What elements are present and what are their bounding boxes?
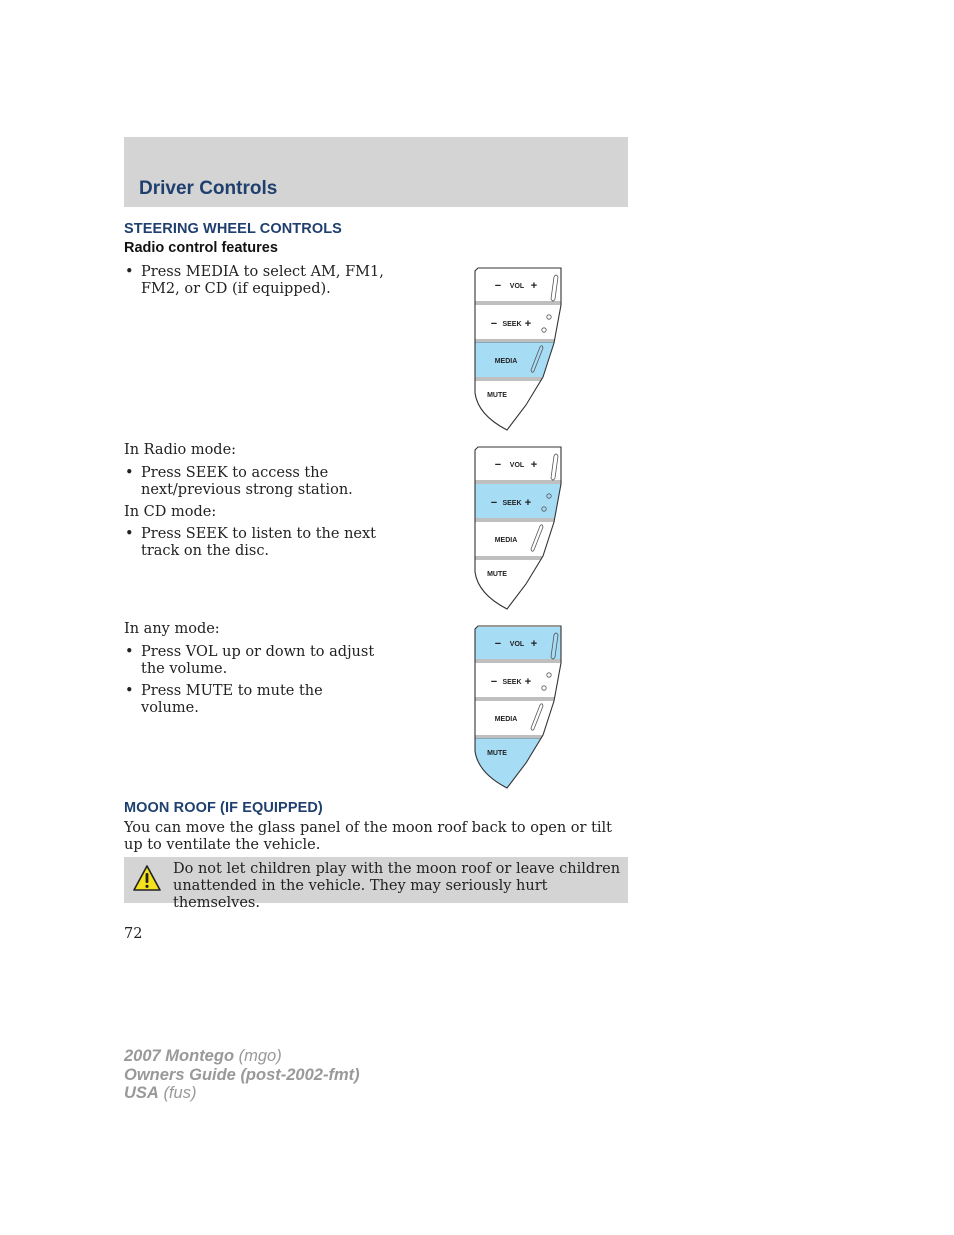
highlighted-button-media bbox=[470, 342, 566, 377]
seek-plus-label: + bbox=[524, 318, 532, 330]
page-number: 72 bbox=[124, 926, 143, 942]
steering-wheel-controls-heading: STEERING WHEEL CONTROLS bbox=[124, 221, 342, 237]
control-panel-vol-mute bbox=[470, 623, 566, 789]
control-panel-illustration bbox=[470, 265, 566, 431]
bullet-mute-text: Press MUTE to mute the volume. bbox=[141, 683, 323, 716]
control-panel-illustration bbox=[470, 623, 566, 789]
seek-plus-label: + bbox=[524, 497, 532, 509]
warning-triangle-icon bbox=[132, 864, 162, 892]
mute-button-label: MUTE bbox=[487, 571, 507, 578]
radio-mode-label: In Radio mode: bbox=[124, 442, 237, 458]
moon-roof-heading: MOON ROOF (IF EQUIPPED) bbox=[124, 800, 323, 816]
footer-region: USA bbox=[124, 1084, 159, 1102]
control-panel-media bbox=[470, 265, 566, 431]
seek-minus-label: − bbox=[490, 676, 498, 688]
media-button-label: MEDIA bbox=[494, 716, 518, 723]
footer-guide: Owners Guide (post-2002-fmt) bbox=[124, 1065, 360, 1084]
footer-region-code: (fus) bbox=[163, 1084, 197, 1102]
seek-minus-label: − bbox=[490, 497, 498, 509]
control-panel-seek bbox=[470, 444, 566, 610]
mute-button-label: MUTE bbox=[487, 392, 507, 399]
media-button-label: MEDIA bbox=[494, 537, 518, 544]
seek-plus-label: + bbox=[524, 676, 532, 688]
cd-mode-label: In CD mode: bbox=[124, 504, 217, 520]
seek-button-label: SEEK bbox=[502, 679, 522, 686]
control-panel-illustration bbox=[470, 444, 566, 610]
section-header-band bbox=[124, 137, 628, 207]
document-footer bbox=[124, 1047, 360, 1103]
vol-button-label: VOL bbox=[509, 462, 525, 469]
vol-minus-label: − bbox=[494, 638, 502, 650]
vol-plus-label: + bbox=[530, 638, 538, 650]
footer-model: 2007 Montego bbox=[124, 1047, 235, 1065]
highlighted-button-mute bbox=[470, 738, 566, 789]
vol-button-label: VOL bbox=[509, 641, 525, 648]
seek-button-label: SEEK bbox=[502, 321, 522, 328]
section-title: Driver Controls bbox=[139, 178, 278, 199]
mute-button-label: MUTE bbox=[487, 750, 507, 757]
bullet-seek-radio: • Press SEEK to access the next/previous strong station. bbox=[125, 465, 353, 498]
vol-plus-label: + bbox=[530, 459, 538, 471]
moon-roof-body: You can move the glass panel of the moon roof back to open or tilt up to ventilate the vehicle. bbox=[124, 820, 613, 853]
bullet-vol: • Press VOL up or down to adjust the volume. bbox=[125, 644, 375, 677]
bullet-mute: • Press MUTE to mute the volume. bbox=[125, 683, 323, 716]
warning-text: Do not let children play with the moon roof or leave children unattended in the vehicle. They may seriously hurt themselves. bbox=[173, 861, 621, 911]
vol-plus-label: + bbox=[530, 280, 538, 292]
seek-minus-label: − bbox=[490, 318, 498, 330]
seek-button-label: SEEK bbox=[502, 500, 522, 507]
bullet-media-text: Press MEDIA to select AM, FM1, FM2, or CD (if equipped). bbox=[141, 264, 384, 297]
bullet-vol-text: Press VOL up or down to adjust the volume. bbox=[141, 644, 375, 677]
vol-minus-label: − bbox=[494, 280, 502, 292]
warning-box bbox=[124, 857, 628, 911]
bullet-seek-cd-text: Press SEEK to listen to the next track on the disc. bbox=[141, 526, 376, 559]
bullet-media: • Press MEDIA to select AM, FM1, FM2, or CD (if equipped). bbox=[125, 264, 384, 297]
radio-control-features-subheading: Radio control features bbox=[124, 240, 278, 256]
bullet-seek-radio-text: Press SEEK to access the next/previous strong station. bbox=[141, 465, 353, 498]
vol-button-label: VOL bbox=[509, 283, 525, 290]
bullet-seek-cd: • Press SEEK to listen to the next track on the disc. bbox=[125, 526, 376, 559]
media-button-label: MEDIA bbox=[494, 358, 518, 365]
any-mode-label: In any mode: bbox=[124, 621, 220, 637]
vol-minus-label: − bbox=[494, 459, 502, 471]
footer-model-code: (mgo) bbox=[238, 1047, 282, 1065]
